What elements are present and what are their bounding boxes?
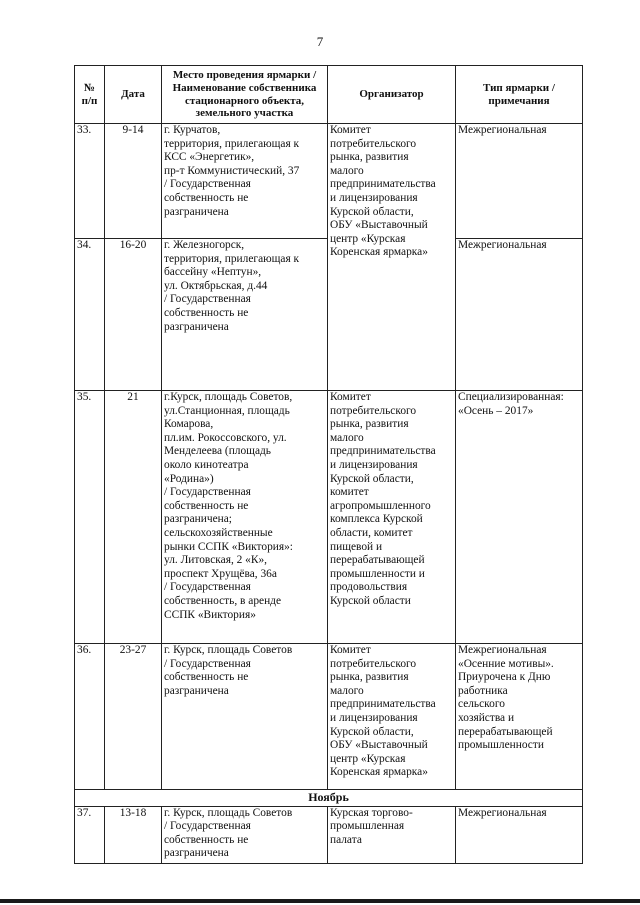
table-row	[75, 391, 583, 644]
row-type: Специализированная: «Осень – 2017»	[456, 391, 583, 644]
row-place: г. Железногорск, территория, прилегающая к бассейну «Нептун», ул. Октябрьская, д.44 / Государственная собственность не разграничена	[162, 239, 328, 391]
table-row	[75, 806, 583, 863]
row-organizer: Комитет потребительского рынка, развития малого предпринимательства и лицензирования Курской области, комитет агропромышленного комплекса Курской области, комитет пищевой и перерабатывающей промышленности и продовольствия Курской области	[328, 391, 456, 644]
row-place: г. Курчатов, территория, прилегающая к КСС «Энергетик», пр-т Коммунистический, 37 / Государственная собственность не разграничена	[162, 124, 328, 239]
row-type: Межрегиональная	[456, 806, 583, 863]
row-number: 37.	[75, 806, 105, 863]
table-row	[75, 644, 583, 790]
header-date: Дата	[105, 66, 162, 124]
header-organizer: Организатор	[328, 66, 456, 124]
row-type: Межрегиональная	[456, 239, 583, 391]
header-place: Место проведения ярмарки / Наименование собственника стационарного объекта, земельного участка	[162, 66, 328, 124]
page-number: 7	[316, 34, 324, 49]
scan-edge-rule	[0, 899, 640, 903]
row-number: 34.	[75, 239, 105, 391]
row-number: 35.	[75, 391, 105, 644]
row-date: 16-20	[105, 239, 162, 391]
row-organizer: Комитет потребительского рынка, развития малого предпринимательства и лицензирования Курской области, ОБУ «Выставочный центр «Курская Коренская ярмарка»	[328, 124, 456, 391]
row-organizer: Комитет потребительского рынка, развития малого предпринимательства и лицензирования Курской области, ОБУ «Выставочный центр «Курская Коренская ярмарка»	[328, 644, 456, 790]
row-number: 36.	[75, 644, 105, 790]
header-number: № п/п	[75, 66, 105, 124]
row-date: 13-18	[105, 806, 162, 863]
table-row	[75, 124, 583, 239]
row-place: г. Курск, площадь Советов / Государственная собственность не разграничена	[162, 644, 328, 790]
row-number: 33.	[75, 124, 105, 239]
row-organizer: Курская торгово- промышленная палата	[328, 806, 456, 863]
row-date: 21	[105, 391, 162, 644]
table-header-row	[75, 66, 583, 124]
header-type: Тип ярмарки / примечания	[456, 66, 583, 124]
row-date: 9-14	[105, 124, 162, 239]
row-type: Межрегиональная «Осенние мотивы». Приурочена к Дню работника сельского хозяйства и перерабатывающей промышленности	[456, 644, 583, 790]
fairs-table	[74, 65, 583, 864]
row-type: Межрегиональная	[456, 124, 583, 239]
month-label: Ноябрь	[75, 790, 583, 807]
month-row	[75, 790, 583, 807]
row-place: г. Курск, площадь Советов / Государственная собственность не разграничена	[162, 806, 328, 863]
row-date: 23-27	[105, 644, 162, 790]
row-place: г.Курск, площадь Советов, ул.Станционная, площадь Комарова, пл.им. Рокоссовского, ул. Менделеева (площадь около кинотеатра «Родина») / Государственная собственность не разграничена; сельскохозяйственные рынки ССПК «Виктория»: ул. Литовская, 2 «К», проспект Хрущёва, 36а / Государственная собственность, в аренде ССПК «Виктория»	[162, 391, 328, 644]
